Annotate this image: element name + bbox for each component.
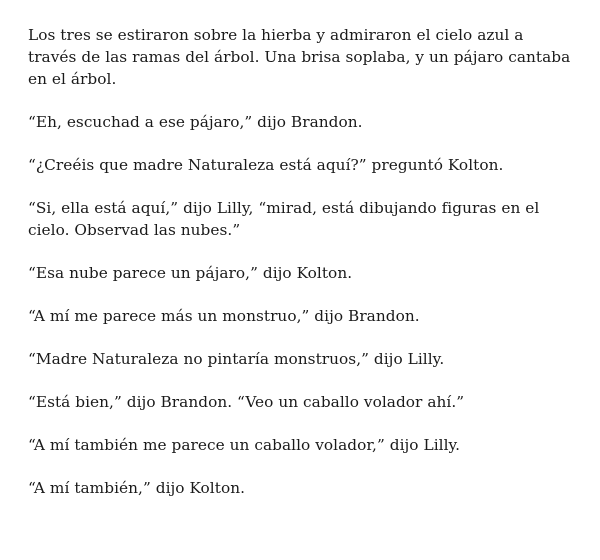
paragraph-3: “¿Creéis que madre Naturaleza está aquí?” preguntó Kolton. — [28, 156, 504, 174]
paragraph-9: “A mí también me parece un caballo volador,” dijo Lilly. — [28, 436, 461, 454]
paragraph-2: “Eh, escuchad a ese pájaro,” dijo Brandon. — [28, 113, 363, 131]
story-page — [28, 24, 576, 520]
paragraph-10: “A mí también,” dijo Kolton. — [28, 479, 246, 497]
paragraph-8: “Está bien,” dijo Brandon. “Veo un caballo volador ahí.” — [28, 393, 465, 411]
paragraph-7: “Madre Naturaleza no pintaría monstruos,” dijo Lilly. — [28, 350, 445, 368]
paragraph-4: “Si, ella está aquí,” dijo Lilly, “mirad, está dibujando figuras en el cielo. Observad las nubes.” — [28, 199, 540, 239]
paragraph-5: “Esa nube parece un pájaro,” dijo Kolton. — [28, 264, 353, 282]
paragraph-1: Los tres se estiraron sobre la hierba y admiraron el cielo azul a través de las ramas del árbol. Una brisa soplaba, y un pájaro cantaba en el árbol. — [28, 26, 571, 88]
paragraph-6: “A mí me parece más un monstruo,” dijo Brandon. — [28, 307, 420, 325]
